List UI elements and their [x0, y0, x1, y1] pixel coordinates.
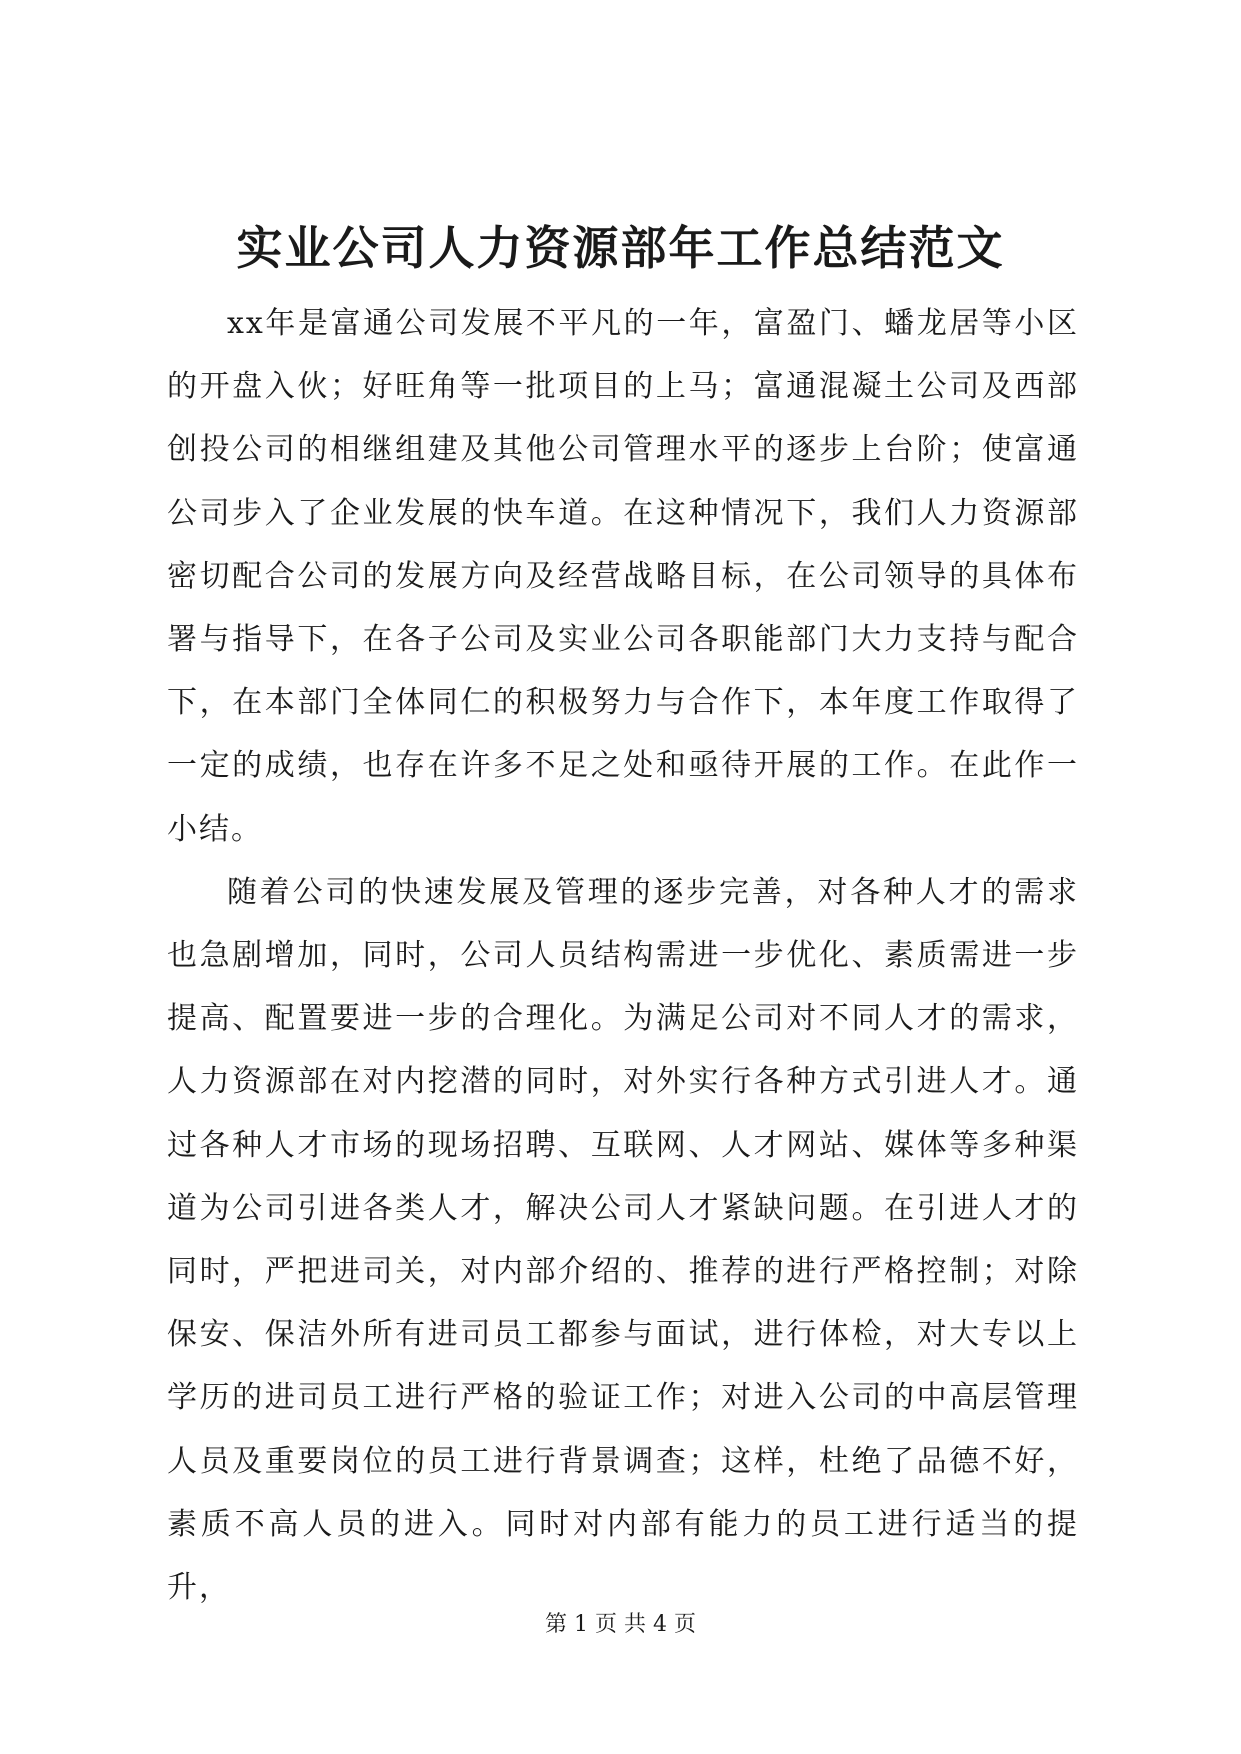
document-body [167, 292, 1079, 1619]
document-title: 实业公司人力资源部年工作总结范文 [236, 221, 1005, 275]
paragraph-2: 随着公司的快速发展及管理的逐步完善，对各种人才的需求也急剧增加，同时，公司人员结构需进一步优化、素质需进一步提高、配置要进一步的合理化。为满足公司对不同人才的需求，人力资源部在对内挖潜的同时，对外实行各种方式引进人才。通过各种人才市场的现场招聘、互联网、人才网站、媒体等多种渠道为公司引进各类人才，解决公司人才紧缺问题。在引进人才的同时，严把进司关，对内部介绍的、推荐的进行严格控制；对除保安、保洁外所有进司员工都参与面试，进行体检，对大专以上学历的进司员工进行严格的验证工作；对进入公司的中高层管理人员及重要岗位的员工进行背景调查；这样，杜绝了品德不好，素质不高人员的进入。同时对内部有能力的员工进行适当的提升， [167, 874, 1079, 1606]
paragraph-1: xx年是富通公司发展不平凡的一年，富盈门、蟠龙居等小区的开盘入伙；好旺角等一批项目的上马；富通混凝土公司及西部创投公司的相继组建及其他公司管理水平的逐步上台阶；使富通公司步入了企业发展的快车道。在这种情况下，我们人力资源部密切配合公司的发展方向及经营战略目标，在公司领导的具体布署与指导下，在各子公司及实业公司各职能部门大力支持与配合下，在本部门全体同仁的积极努力与合作下，本年度工作取得了一定的成绩，也存在许多不足之处和亟待开展的工作。在此作一小结。 [167, 306, 1079, 847]
page-number-footer: 第 1 页 共 4 页 [545, 1612, 696, 1637]
